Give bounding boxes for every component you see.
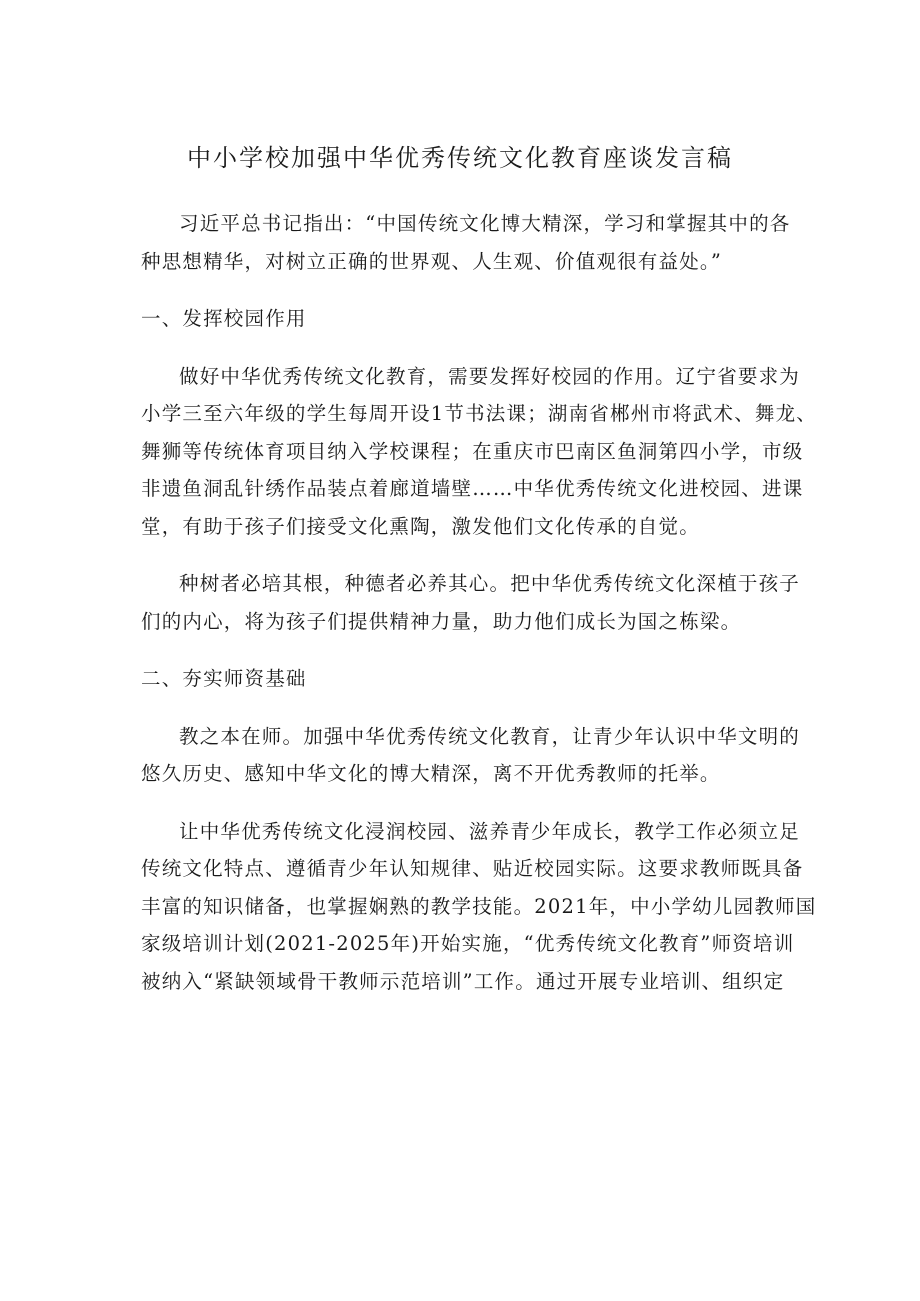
paragraph-line: 传统文化特点、遵循青少年认知规律、贴近校园实际。这要求教师既具备 bbox=[141, 857, 804, 880]
paragraph-line: 们的内心，将为孩子们提供精神力量，助力他们成长为国之栋梁。 bbox=[141, 609, 742, 633]
paragraph-line: 家级培训计划(2021-2025年)开始实施，“优秀传统文化教育”师资培训 bbox=[141, 932, 795, 955]
paragraph-line: 悠久历史、感知中华文化的博大精深，离不开优秀教师的托举。 bbox=[141, 762, 721, 785]
paragraph-line: 做好中华优秀传统文化教育，需要发挥好校园的作用。辽宁省要求为 bbox=[179, 364, 801, 388]
section-heading: 一、发挥校园作用 bbox=[141, 307, 307, 330]
paragraph-line: 被纳入“紧缺领域骨干教师示范培训”工作。通过开展专业培训、组织定 bbox=[141, 969, 785, 993]
paragraph-line: 种树者必培其根，种德者必养其心。把中华优秀传统文化深植于孩子 bbox=[179, 572, 801, 595]
paragraph-line: 让中华优秀传统文化浸润校园、滋养青少年成长，教学工作必须立足 bbox=[179, 819, 801, 843]
paragraph-line: 教之本在师。加强中华优秀传统文化教育，让青少年认识中华文明的 bbox=[179, 724, 801, 748]
paragraph-line: 堂，有助于孩子们接受文化熏陶，激发他们文化传承的自觉。 bbox=[141, 514, 700, 538]
document-title: 中小学校加强中华优秀传统文化教育座谈发言稿 bbox=[187, 144, 733, 172]
paragraph-line: 舞狮等传统体育项目纳入学校课程；在重庆市巴南区鱼洞第四小学，市级 bbox=[141, 439, 804, 463]
section-heading: 二、夯实师资基础 bbox=[141, 667, 307, 690]
paragraph-line: 丰富的知识储备，也掌握娴熟的教学技能。2021年，中小学幼儿园教师国 bbox=[141, 894, 817, 918]
paragraph-line: 习近平总书记指出：“中国传统文化博大精深，学习和掌握其中的各 bbox=[179, 212, 791, 235]
paragraph-line: 种思想精华，对树立正确的世界观、人生观、价值观很有益处。” bbox=[141, 249, 723, 273]
paragraph-line: 小学三至六年级的学生每周开设1节书法课；湖南省郴州市将武术、舞龙、 bbox=[141, 402, 818, 425]
document-body bbox=[141, 205, 818, 1000]
paragraph-line: 非遗鱼洞乱针绣作品装点着廊道墙壁……中华优秀传统文化进校园、进课 bbox=[141, 477, 804, 500]
